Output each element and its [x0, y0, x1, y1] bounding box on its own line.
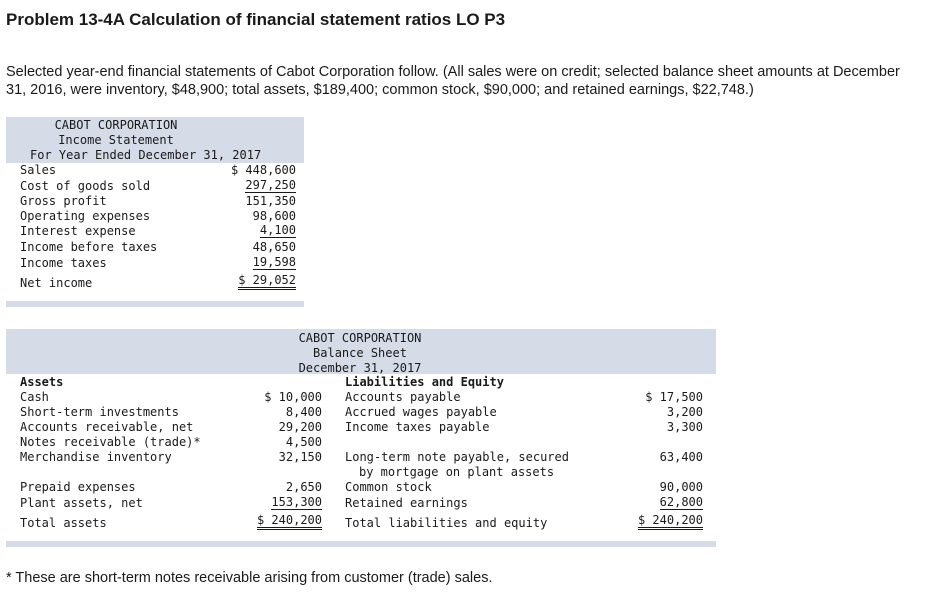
asset-amount: 2,650 — [285, 480, 322, 494]
is-row-amount: 19,598 — [252, 255, 296, 269]
asset-amount: 4,500 — [285, 435, 322, 449]
is-row-label: Sales — [20, 163, 57, 177]
assets-heading: Assets — [20, 375, 64, 389]
liability-label: Income taxes payable — [345, 420, 490, 434]
is-row-amount: 151,350 — [245, 194, 296, 208]
is-row-label: Income before taxes — [20, 240, 158, 254]
is-row-label: Interest expense — [20, 224, 136, 238]
balance-sheet-footer-band — [6, 541, 716, 547]
liabilities-heading: Liabilities and Equity — [345, 375, 504, 389]
equity-amount: 90,000 — [659, 480, 703, 494]
asset-label: Prepaid expenses — [20, 480, 136, 494]
asset-label: Cash — [20, 390, 49, 404]
asset-label: Accounts receivable, net — [20, 420, 194, 434]
footnote: * These are short-term notes receivable arising from customer (trade) sales. — [6, 570, 493, 586]
bs-title: Balance Sheet — [313, 346, 407, 360]
is-row-amount: 4,100 — [259, 223, 296, 237]
is-row-amount: 98,600 — [252, 209, 296, 223]
asset-label: Short-term investments — [20, 405, 179, 419]
asset-label: Plant assets, net — [20, 496, 143, 510]
equity-label: Common stock — [345, 480, 432, 494]
income-statement-footer-band — [6, 301, 304, 307]
problem-intro: Selected year-end financial statements of Cabot Corporation follow. (All sales were on credit; selected balance sheet amounts at December 31, 2016, were inventory, $48,900; total assets, $189,400; common stock, $90,000; and retained earnings, $22,748.) — [6, 64, 900, 98]
asset-label: Merchandise inventory — [20, 450, 172, 464]
is-row-label: Income taxes — [20, 256, 107, 270]
asset-amount: 8,400 — [285, 405, 322, 419]
balance-sheet — [6, 329, 716, 549]
bs-date: December 31, 2017 — [298, 361, 422, 375]
liability-amount: 3,200 — [666, 405, 703, 419]
income-statement — [6, 117, 304, 307]
asset-amount: 32,150 — [278, 450, 322, 464]
liability-amount: $ 17,500 — [645, 390, 703, 404]
total-assets-amount: $ 240,200 — [257, 513, 322, 530]
equity-amount: 62,800 — [659, 495, 703, 509]
is-period: For Year Ended December 31, 2017 — [30, 148, 262, 162]
liability-amount: 3,300 — [666, 420, 703, 434]
is-row-label: Operating expenses — [20, 209, 151, 223]
asset-amount: 29,200 — [278, 420, 322, 434]
liability-label: Accounts payable — [345, 390, 461, 404]
is-row-amount: 297,250 — [245, 178, 296, 192]
total-liabilities-label: Total liabilities and equity — [345, 516, 548, 530]
is-row-label: Net income — [20, 276, 93, 290]
is-row-amount: 48,650 — [252, 240, 296, 254]
equity-label: Retained earnings — [345, 496, 468, 510]
liability-amount: 63,400 — [659, 450, 703, 464]
asset-label: Notes receivable (trade)* — [20, 435, 201, 449]
is-row-label: Cost of goods sold — [20, 179, 151, 193]
is-title: Income Statement — [58, 133, 174, 147]
total-assets-label: Total assets — [20, 516, 107, 530]
liability-label: Long-term note payable, secured — [345, 450, 569, 464]
is-company: CABOT CORPORATION — [54, 118, 178, 132]
total-liabilities-amount: $ 240,200 — [638, 513, 703, 530]
is-row-amount: $ 29,052 — [238, 273, 296, 290]
problem-title: Problem 13-4A Calculation of financial statement ratios LO P3 — [6, 10, 506, 29]
asset-amount: $ 10,000 — [264, 390, 322, 404]
bs-company: CABOT CORPORATION — [298, 331, 422, 345]
is-row-amount: $ 448,600 — [230, 163, 296, 177]
asset-amount: 153,300 — [271, 495, 322, 509]
is-row-label: Gross profit — [20, 194, 107, 208]
liability-label: Accrued wages payable — [345, 405, 497, 419]
liability-label-cont: by mortgage on plant assets — [359, 465, 555, 479]
